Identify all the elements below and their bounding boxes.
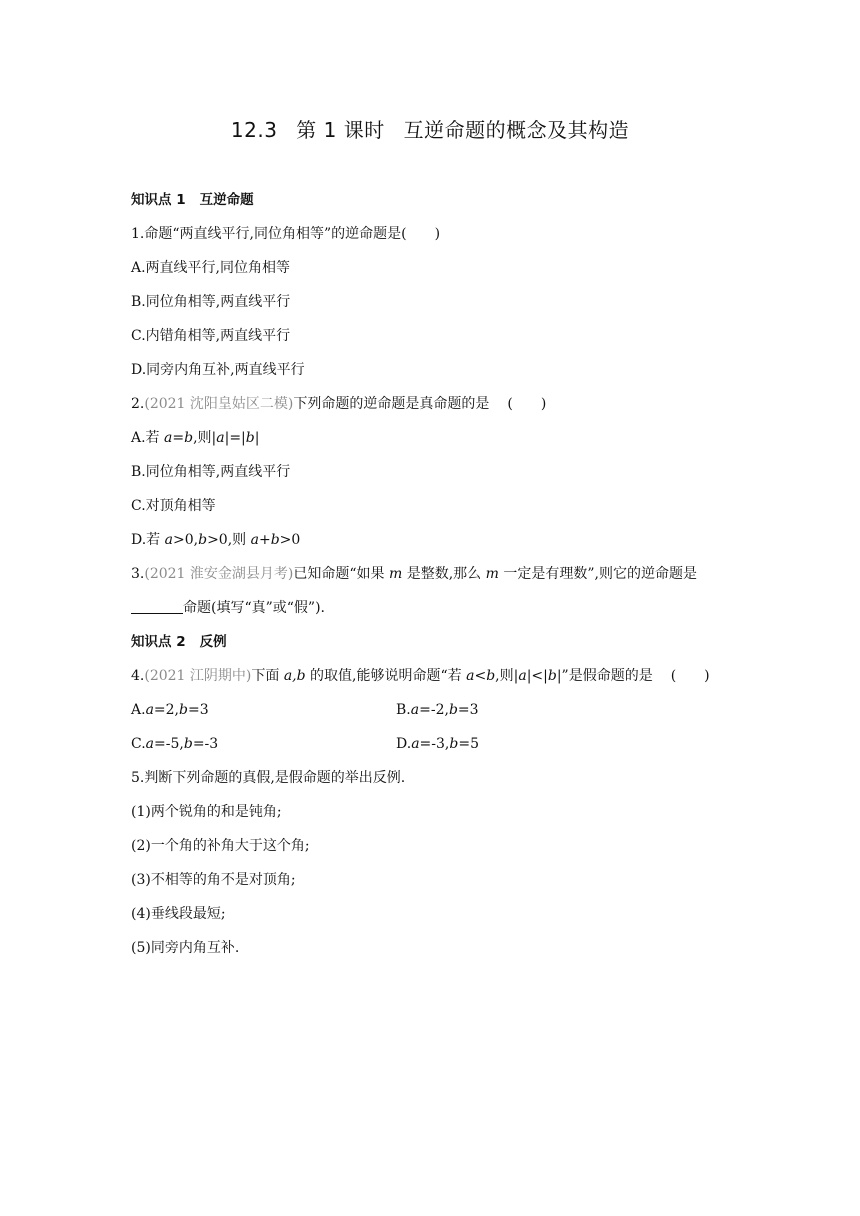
question-4-option-a (131, 700, 209, 720)
opt-text: =-5, (154, 736, 184, 752)
opt-text: = (172, 430, 185, 446)
question-2-option-a (131, 428, 259, 448)
opt-text: ,则| (193, 430, 217, 446)
opt-text: >0, (173, 532, 199, 548)
question-5-item-1: (1)两个锐角的和是钝角; (131, 804, 282, 820)
var-b: b (448, 702, 458, 718)
var-a: a (164, 532, 173, 548)
opt-text: |=| (224, 430, 246, 446)
question-source: (2021 淮安金湖县月考) (144, 566, 294, 582)
opt-text: =-3, (419, 736, 450, 752)
var-b: b (183, 736, 193, 752)
question-text: 是整数,那么 (402, 566, 486, 582)
answer-parentheses: ( ) (507, 396, 547, 412)
opt-text: =2, (153, 702, 180, 718)
question-source: (2021 沈阳皇姑区二模) (144, 396, 294, 412)
opt-text: >0,则 (207, 532, 251, 548)
var-b: b (245, 430, 255, 446)
question-5-item-4: (4)垂线段最短; (131, 906, 226, 922)
answer-parentheses: ( ) (670, 668, 710, 684)
question-text: 的取值,能够说明命题“若 (305, 668, 467, 684)
question-4-stem (131, 666, 710, 686)
opt-text: =3 (187, 702, 209, 718)
question-text: 一定是有理数”,则它的逆命题是 (498, 566, 697, 582)
question-2-option-c: C.对顶角相等 (131, 498, 216, 514)
opt-text: + (258, 532, 271, 548)
opt-text: =5 (458, 736, 479, 752)
option-letter: A. (131, 702, 146, 718)
var-a: a (145, 736, 155, 752)
question-source: (2021 江阴期中) (144, 668, 252, 684)
question-text: |”是假命题的是 (556, 668, 653, 684)
question-text: ,则| (495, 668, 519, 684)
var-ab: a,b (283, 668, 306, 684)
var-b: b (449, 736, 459, 752)
section-name: 互逆命题 (199, 192, 254, 208)
question-text: 下面 (251, 668, 284, 684)
option-letter: C. (131, 736, 146, 752)
fill-in-blank[interactable] (131, 599, 183, 614)
var-a: a (216, 430, 225, 446)
question-5-item-5: (5)同旁内角互补. (131, 940, 240, 956)
var-b: b (198, 532, 208, 548)
question-4-option-b (396, 700, 479, 720)
question-5-item-3: (3)不相等的角不是对顶角; (131, 872, 296, 888)
opt-text: =-3 (192, 736, 219, 752)
section-heading-2 (131, 632, 227, 652)
section-heading-1 (131, 190, 254, 210)
opt-text: =-2, (419, 702, 449, 718)
question-2-stem (131, 394, 546, 414)
title-topic: 互逆命题的概念及其构造 (403, 118, 630, 142)
question-number: 2. (131, 396, 145, 412)
opt-text: A.若 (131, 430, 165, 446)
question-3-stem (131, 564, 697, 584)
var-a: a (518, 668, 527, 684)
opt-text: | (254, 430, 260, 446)
question-number: 3. (131, 566, 145, 582)
var-a: a (411, 736, 420, 752)
question-2-option-b: B.同位角相等,两直线平行 (131, 464, 291, 480)
var-b: b (184, 430, 194, 446)
var-b: b (547, 668, 557, 684)
var-b: b (486, 668, 496, 684)
question-number: 4. (131, 668, 145, 684)
var-b: b (179, 702, 188, 718)
page-title (0, 114, 860, 143)
opt-text: D.若 (131, 532, 165, 548)
question-5-item-2: (2)一个角的补角大于这个角; (131, 838, 310, 854)
question-2-option-d (131, 530, 300, 550)
question-1-option-a: A.两直线平行,同位角相等 (131, 260, 291, 276)
section-name: 反例 (199, 634, 227, 650)
var-a: a (145, 702, 154, 718)
title-section-number: 12.3 (230, 118, 278, 142)
question-4-option-d (396, 734, 479, 754)
question-3-line-2 (131, 598, 325, 618)
opt-text: =3 (457, 702, 479, 718)
option-letter: B. (396, 702, 411, 718)
question-text: 已知命题“如果 (293, 566, 389, 582)
question-text: 命题(填写“真”或“假”). (183, 600, 326, 616)
question-text: |<| (526, 668, 548, 684)
question-1-option-c: C.内错角相等,两直线平行 (131, 328, 291, 344)
var-a: a (164, 430, 173, 446)
question-1-stem: 1.命题“两直线平行,同位角相等”的逆命题是( ) (131, 226, 441, 242)
var-a: a (250, 532, 259, 548)
question-1-option-d: D.同旁内角互补,两直线平行 (131, 362, 305, 378)
section-label: 知识点 1 (131, 192, 186, 208)
question-text: 下列命题的逆命题是真命题的是 (293, 396, 490, 412)
option-letter: D. (396, 736, 412, 752)
var-m: m (485, 566, 499, 582)
var-m: m (388, 566, 403, 582)
title-lesson: 第 1 课时 (296, 118, 385, 142)
question-text: < (474, 668, 487, 684)
var-a: a (410, 702, 420, 718)
opt-text: >0 (279, 532, 301, 548)
var-a: a (466, 668, 475, 684)
question-4-option-c (131, 734, 218, 754)
question-1-option-b: B.同位角相等,两直线平行 (131, 294, 291, 310)
section-label: 知识点 2 (131, 634, 186, 650)
question-5-stem: 5.判断下列命题的真假,是假命题的举出反例. (131, 770, 406, 786)
var-b: b (270, 532, 280, 548)
